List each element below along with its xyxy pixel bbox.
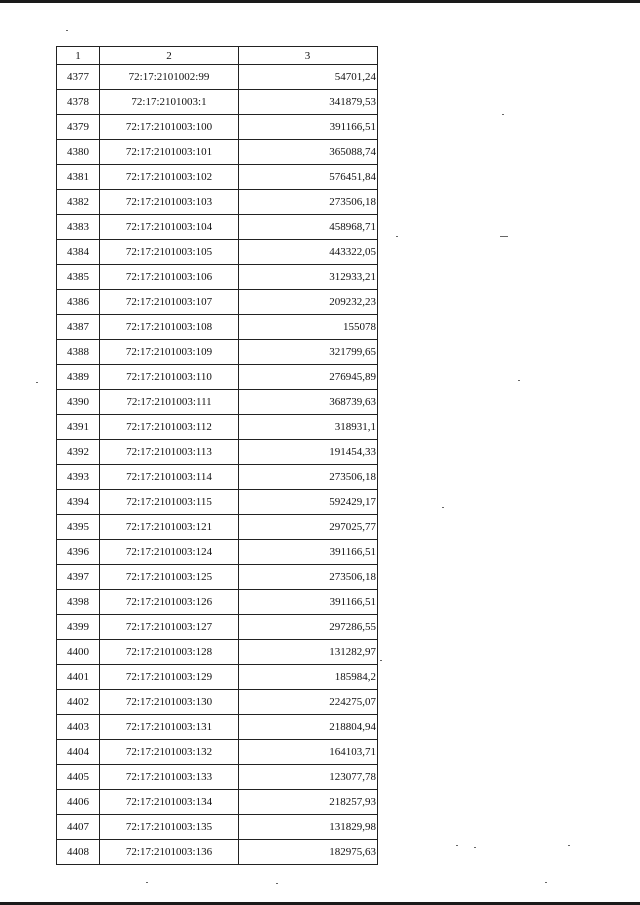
cadastral-number: 72:17:2101003:105 [100,240,239,265]
row-value: 297286,55 [239,615,378,640]
row-value: 273506,18 [239,565,378,590]
header-row [57,47,378,65]
table-row [57,490,378,515]
table-row [57,665,378,690]
cadastral-number: 72:17:2101003:108 [100,315,239,340]
table-row [57,640,378,665]
row-number: 4396 [57,540,100,565]
table-row [57,465,378,490]
row-number: 4403 [57,715,100,740]
scan-speck [456,845,458,846]
table-row [57,290,378,315]
row-value: 458968,71 [239,215,378,240]
cadastral-number: 72:17:2101002:99 [100,65,239,90]
row-number: 4392 [57,440,100,465]
cadastral-number: 72:17:2101003:136 [100,840,239,865]
scan-speck [502,114,504,115]
row-value: 312933,21 [239,265,378,290]
row-value: 218257,93 [239,790,378,815]
row-number: 4391 [57,415,100,440]
row-number: 4407 [57,815,100,840]
cadastral-number: 72:17:2101003:127 [100,615,239,640]
cadastral-number: 72:17:2101003:109 [100,340,239,365]
row-value: 155078 [239,315,378,340]
row-value: 576451,84 [239,165,378,190]
table-row [57,815,378,840]
row-value: 321799,65 [239,340,378,365]
table-row [57,315,378,340]
table-row [57,540,378,565]
row-value: 592429,17 [239,490,378,515]
table-row [57,515,378,540]
cadastral-number: 72:17:2101003:113 [100,440,239,465]
table-row [57,165,378,190]
scan-speck [380,660,382,661]
table-row [57,140,378,165]
row-value: 185984,2 [239,665,378,690]
table-row [57,90,378,115]
row-value: 182975,63 [239,840,378,865]
row-number: 4393 [57,465,100,490]
scan-speck [36,382,38,383]
cadastral-number: 72:17:2101003:110 [100,365,239,390]
row-value: 224275,07 [239,690,378,715]
table-row [57,340,378,365]
table-row [57,190,378,215]
row-value: 276945,89 [239,365,378,390]
cadastral-number: 72:17:2101003:124 [100,540,239,565]
row-number: 4381 [57,165,100,190]
row-number: 4408 [57,840,100,865]
row-number: 4386 [57,290,100,315]
row-number: 4401 [57,665,100,690]
scan-speck [474,847,476,848]
table-row [57,240,378,265]
scan-speck [518,380,520,381]
cadastral-number: 72:17:2101003:114 [100,465,239,490]
cadastral-number: 72:17:2101003:115 [100,490,239,515]
row-value: 273506,18 [239,190,378,215]
row-number: 4388 [57,340,100,365]
page-top-border [0,0,640,3]
table-row [57,740,378,765]
table-row [57,65,378,90]
header-col-2: 2 [100,47,239,65]
row-value: 341879,53 [239,90,378,115]
cadastral-number: 72:17:2101003:106 [100,265,239,290]
table-row [57,715,378,740]
row-number: 4398 [57,590,100,615]
scan-speck [500,236,508,237]
row-number: 4395 [57,515,100,540]
row-number: 4404 [57,740,100,765]
cadastral-number: 72:17:2101003:128 [100,640,239,665]
cadastral-number: 72:17:2101003:112 [100,415,239,440]
row-number: 4406 [57,790,100,815]
row-number: 4390 [57,390,100,415]
row-number: 4397 [57,565,100,590]
row-value: 273506,18 [239,465,378,490]
header-col-1: 1 [57,47,100,65]
cadastral-number: 72:17:2101003:104 [100,215,239,240]
scan-speck [276,883,278,884]
table-row [57,690,378,715]
row-value: 54701,24 [239,65,378,90]
row-value: 365088,74 [239,140,378,165]
cadastral-number: 72:17:2101003:1 [100,90,239,115]
scan-speck [396,236,398,237]
row-number: 4383 [57,215,100,240]
table-row [57,565,378,590]
row-value: 318931,1 [239,415,378,440]
table-row [57,365,378,390]
row-number: 4385 [57,265,100,290]
cadastral-number: 72:17:2101003:101 [100,140,239,165]
row-value: 218804,94 [239,715,378,740]
row-value: 164103,71 [239,740,378,765]
table-header [57,47,378,65]
scan-speck [146,882,148,883]
scan-speck [442,507,444,508]
cadastral-number: 72:17:2101003:126 [100,590,239,615]
cadastral-number: 72:17:2101003:130 [100,690,239,715]
row-value: 131829,98 [239,815,378,840]
row-value: 391166,51 [239,590,378,615]
cadastral-number: 72:17:2101003:133 [100,765,239,790]
row-number: 4389 [57,365,100,390]
table-row [57,440,378,465]
cadastral-number: 72:17:2101003:131 [100,715,239,740]
row-number: 4394 [57,490,100,515]
cadastral-table [56,46,378,865]
cadastral-number: 72:17:2101003:102 [100,165,239,190]
table-row [57,765,378,790]
row-number: 4378 [57,90,100,115]
row-number: 4405 [57,765,100,790]
cadastral-number: 72:17:2101003:134 [100,790,239,815]
table-row [57,615,378,640]
row-number: 4377 [57,65,100,90]
row-value: 297025,77 [239,515,378,540]
cadastral-number: 72:17:2101003:125 [100,565,239,590]
table-body [57,65,378,865]
cadastral-number: 72:17:2101003:111 [100,390,239,415]
row-value: 131282,97 [239,640,378,665]
row-number: 4384 [57,240,100,265]
row-value: 191454,33 [239,440,378,465]
row-number: 4402 [57,690,100,715]
scan-speck [545,882,547,883]
row-number: 4399 [57,615,100,640]
cadastral-number: 72:17:2101003:135 [100,815,239,840]
row-value: 123077,78 [239,765,378,790]
row-value: 443322,05 [239,240,378,265]
header-col-3: 3 [239,47,378,65]
table-row [57,790,378,815]
row-number: 4387 [57,315,100,340]
cadastral-number: 72:17:2101003:103 [100,190,239,215]
table-row [57,390,378,415]
row-value: 209232,23 [239,290,378,315]
row-value: 368739,63 [239,390,378,415]
table-row [57,115,378,140]
row-number: 4382 [57,190,100,215]
table-row [57,590,378,615]
cadastral-number: 72:17:2101003:129 [100,665,239,690]
cadastral-number: 72:17:2101003:132 [100,740,239,765]
row-number: 4379 [57,115,100,140]
row-number: 4400 [57,640,100,665]
table-row [57,265,378,290]
scan-speck [66,30,68,31]
table-row [57,840,378,865]
row-value: 391166,51 [239,115,378,140]
table-row [57,215,378,240]
scan-speck [568,845,570,846]
cadastral-number: 72:17:2101003:121 [100,515,239,540]
row-value: 391166,51 [239,540,378,565]
cadastral-number: 72:17:2101003:107 [100,290,239,315]
cadastral-number: 72:17:2101003:100 [100,115,239,140]
row-number: 4380 [57,140,100,165]
table-row [57,415,378,440]
